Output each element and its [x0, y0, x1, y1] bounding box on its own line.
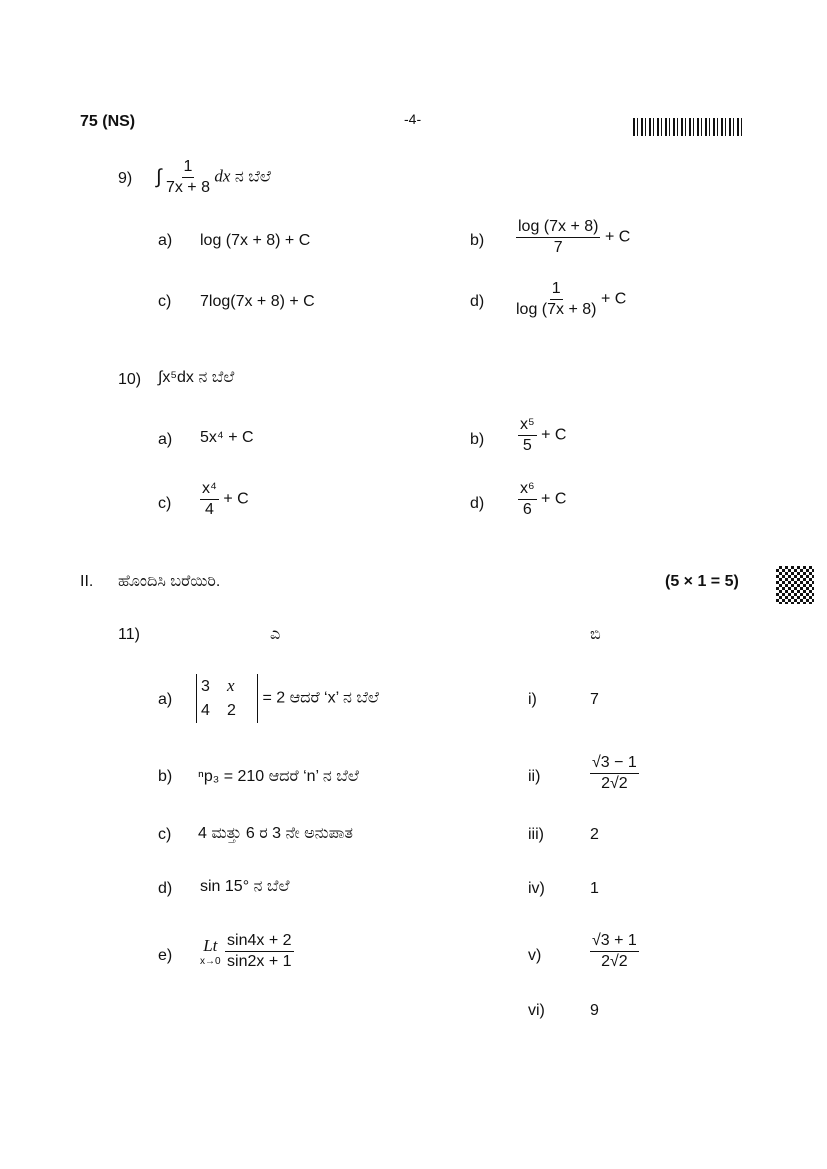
answer-ii: [590, 754, 639, 793]
answer-label: iv): [528, 880, 545, 897]
answer-iii: 2: [590, 826, 599, 843]
option-c: [200, 480, 249, 519]
option-c: 7log(7x + 8) + C: [200, 293, 315, 310]
section-number: II.: [80, 573, 94, 590]
option-label: b): [470, 232, 485, 249]
paper-code: 75 (NS): [80, 113, 136, 130]
item-label: d): [158, 880, 173, 897]
cell: 2: [227, 702, 236, 719]
numerator: 1: [182, 158, 195, 178]
barcode: [633, 118, 745, 136]
option-label: c): [158, 293, 172, 310]
limit-subscript: x→0: [200, 956, 221, 967]
answer-iv: 1: [590, 880, 599, 897]
item-label: c): [158, 826, 172, 843]
column-b-heading: ಬಿ: [590, 626, 601, 643]
item-a: [196, 674, 379, 723]
item-label: b): [158, 768, 173, 785]
item-text: = 2 ಆದರೆ ‘x’ ನ ಬೆಲೆ: [262, 689, 379, 707]
constant: + C: [541, 490, 567, 508]
q10-number: 10): [118, 371, 142, 388]
answer-vi: 9: [590, 1002, 599, 1019]
option-d: [518, 480, 566, 519]
numerator: √3 − 1: [590, 754, 639, 774]
denominator: log (7x + 8): [516, 301, 597, 318]
item-b: ⁿp₃ = 210 ಆದರೆ ‘n’ ನ ಬೆಲೆ: [198, 768, 359, 785]
denominator: 2√2: [601, 953, 628, 970]
denominator: 7x + 8: [165, 179, 210, 196]
numerator: x⁶: [518, 480, 537, 500]
option-b: [516, 218, 630, 257]
cell: 3: [201, 678, 210, 695]
denominator: 2√2: [601, 775, 628, 792]
constant: + C: [541, 426, 567, 444]
denominator: 6: [522, 501, 532, 518]
determinant: [196, 674, 258, 723]
item-label: a): [158, 691, 173, 708]
option-label: d): [470, 495, 485, 512]
option-b: [518, 416, 566, 455]
answer-v: [590, 932, 639, 971]
denominator: sin2x + 1: [227, 953, 292, 970]
constant: + C: [604, 228, 631, 246]
numerator: 1: [550, 280, 563, 300]
option-d: [516, 280, 626, 319]
cell: 4: [201, 702, 210, 719]
option-label: b): [470, 431, 485, 448]
option-label: a): [158, 431, 173, 448]
item-c: 4 ಮತ್ತು 6 ರ 3 ನೇ ಅನುಪಾತ: [198, 825, 354, 842]
numerator: x⁵: [518, 416, 537, 436]
numerator: x⁴: [200, 480, 219, 500]
answer-label: v): [528, 947, 542, 964]
answer-label: iii): [528, 826, 544, 843]
item-e: [200, 932, 294, 971]
page-number: -4-: [404, 111, 422, 127]
item-d: sin 15° ನ ಬೆಲೆ: [200, 878, 290, 895]
option-label: d): [470, 293, 485, 310]
answer-label: i): [528, 691, 537, 708]
q10-question: [158, 369, 234, 387]
denominator: 4: [204, 501, 214, 518]
question-suffix: ನ ಬೆಲೆ: [234, 168, 271, 186]
section-title: ಹೊಂದಿಸಿ ಬರೆಯಿರಿ.: [118, 573, 221, 590]
q9-number: 9): [118, 170, 133, 187]
qr-code: [776, 566, 814, 604]
section-marks: (5 × 1 = 5): [665, 573, 739, 590]
cell: x: [227, 676, 235, 695]
item-label: e): [158, 947, 173, 964]
option-a: log (7x + 8) + C: [200, 232, 311, 249]
answer-label: vi): [528, 1002, 545, 1019]
integral-sign: ∫: [156, 166, 162, 188]
denominator: 7: [553, 239, 563, 256]
numerator: √3 + 1: [590, 932, 639, 952]
limit: Lt: [203, 936, 218, 955]
numerator: sin4x + 2: [225, 932, 293, 952]
integral-expression: ∫x⁵dx: [158, 369, 194, 386]
answer-i: 7: [590, 691, 599, 708]
q11-number: 11): [118, 626, 140, 643]
option-label: c): [158, 495, 172, 512]
constant: + C: [600, 290, 627, 308]
column-a-heading: ಎ: [270, 626, 281, 643]
option-label: a): [158, 232, 173, 249]
numerator: log (7x + 8): [516, 218, 600, 238]
question-suffix: ನ ಬೆಲೆ: [198, 369, 235, 386]
dx: dx: [214, 166, 231, 186]
denominator: 5: [522, 437, 532, 454]
constant: + C: [223, 490, 249, 508]
answer-label: ii): [528, 768, 541, 785]
q9-question: [156, 158, 271, 197]
option-a: 5x⁴ + C: [200, 429, 254, 446]
